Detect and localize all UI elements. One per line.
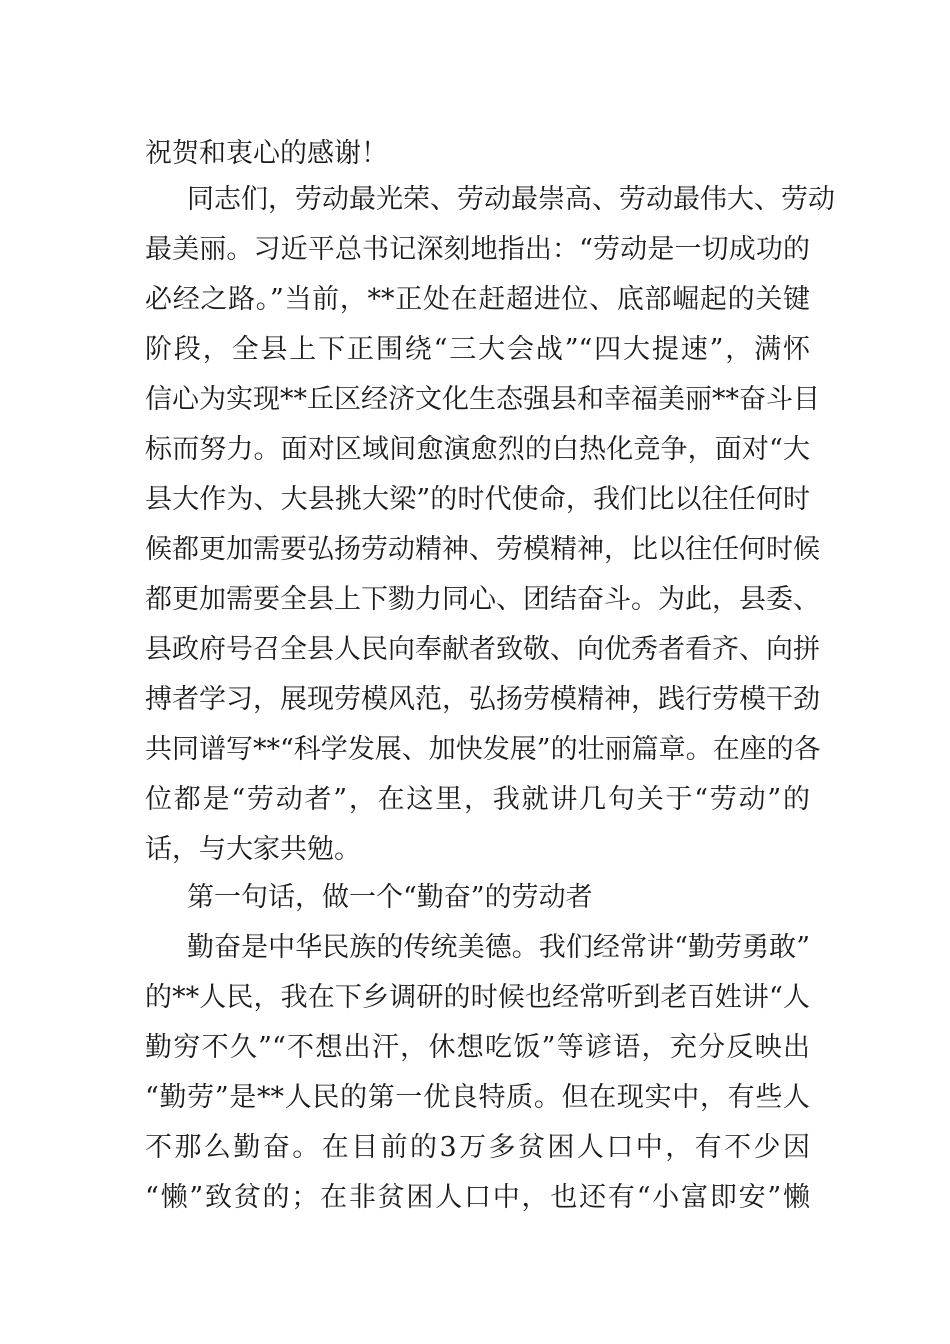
text-line: 同志们，劳动最光荣、劳动最崇高、劳动最伟大、劳动	[187, 184, 835, 215]
text-line: 信心为实现**丘区经济文化生态强县和幸福美丽**奋斗目	[145, 384, 820, 415]
text-line: 共同谱写**“科学发展、加快发展”的壮丽篇章。在座的各	[145, 734, 821, 765]
text-line: “懒”致贫的；在非贫困人口中，也还有“小富即安”懒	[145, 1182, 810, 1213]
text-line: 祝贺和衷心的感谢！	[145, 138, 388, 169]
text-line: 勤奋是中华民族的传统美德。我们经常讲“勤劳勇敢”	[187, 932, 810, 963]
text-line: 的**人民，我在下乡调研的时候也经常听到老百姓讲“人	[145, 982, 810, 1013]
text-line: 县政府号召全县人民向奉献者致敬、向优秀者看齐、向拼	[145, 634, 820, 665]
text-line: 都更加需要全县上下勠力同心、团结奋斗。为此，县委、	[145, 584, 820, 615]
text-line: 不那么勤奋。在目前的3万多贫困人口中，有不少因	[145, 1132, 810, 1163]
text-line: 勤穷不久”“不想出汗，休想吃饭”等谚语，充分反映出	[145, 1032, 810, 1063]
text-line: 阶段，全县上下正围绕“三大会战”“四大提速”，满怀	[145, 334, 810, 365]
text-line: 必经之路。”当前，**正处在赶超进位、底部崛起的关键	[145, 284, 810, 315]
text-line: 搏者学习，展现劳模风范，弘扬劳模精神，践行劳模干劲	[145, 684, 820, 715]
text-line: “勤劳”是**人民的第一优良特质。但在现实中，有些人	[145, 1082, 810, 1113]
text-line: 县大作为、大县挑大梁”的时代使命，我们比以往任何时	[145, 484, 810, 515]
text-line: 候都更加需要弘扬劳动精神、劳模精神，比以往任何时候	[145, 534, 820, 565]
section-heading: 第一句话，做一个“勤奋”的劳动者	[187, 882, 593, 913]
text-line: 最美丽。习近平总书记深刻地指出：“劳动是一切成功的	[145, 234, 810, 265]
text-line: 标而努力。面对区域间愈演愈烈的白热化竞争，面对“大	[145, 434, 810, 465]
text-line: 话，与大家共勉。	[145, 834, 361, 865]
text-line: 位都是“劳动者”，在这里，我就讲几句关于“劳动”的	[145, 784, 810, 815]
